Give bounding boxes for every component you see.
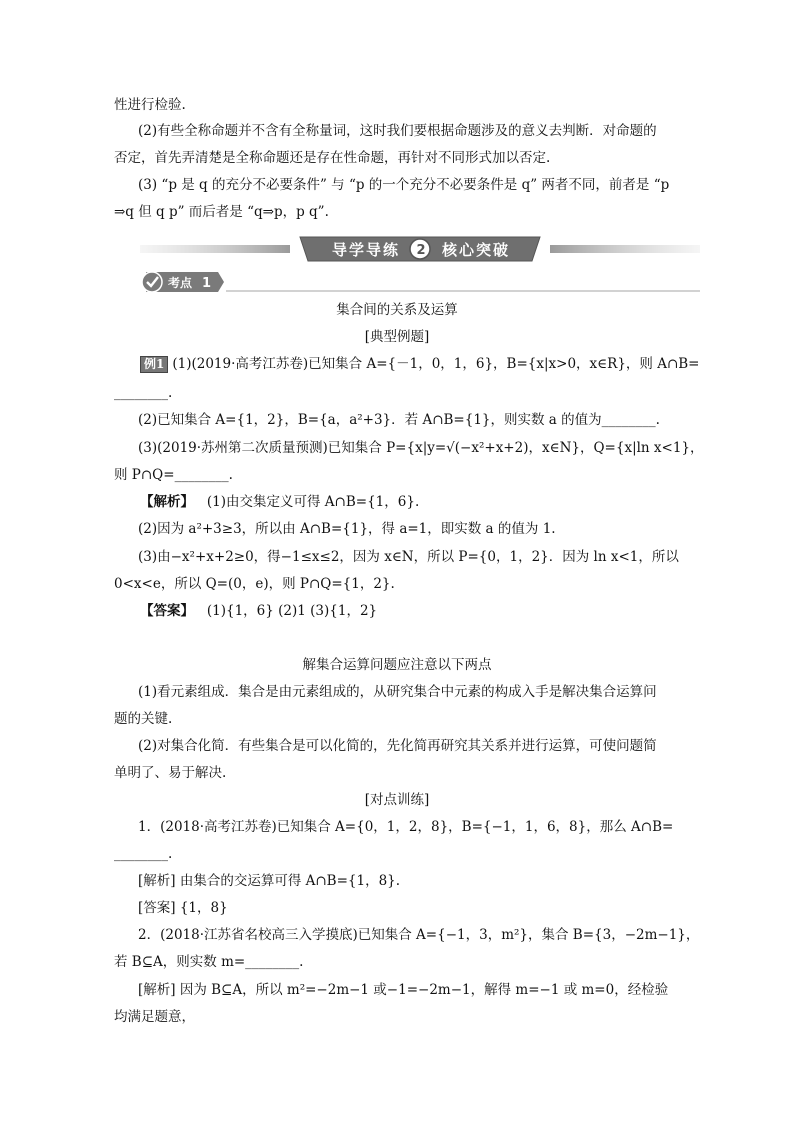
svg-text:2: 2 (416, 243, 426, 258)
jiexi-2: (2)因为 a²+3≥3，所以由 A∩B={1}，得 a=1，即实数 a 的值为 1. (138, 521, 556, 537)
banner-right-text: 核心突破 (441, 241, 511, 259)
example-q1: (1)(2019·高考江苏卷)已知集合 A={－1，0，1，6}，B={x|x>0，x∈R}，则 A∩B= (172, 356, 700, 372)
training-p2: 2．(2018·江苏省名校高三入学摸底)已知集合 A={−1，3，m²}，集合 B={3，−2m−1}， (138, 927, 700, 943)
example-q2: (2)已知集合 A={1，2}，B={a，a²+3}．若 A∩B={1}，则实数 a 的值为________. (138, 412, 660, 428)
answer-text: (1){1，6} (2)1 (3){1，2} (206, 603, 378, 619)
jiexi-3-cont: 0<x<e，所以 Q=(0，e)，则 P∩Q={1，2}. (114, 576, 395, 592)
intro-line-5: ⇒q 但 q p” 而后者是 “q⇒p，p q”. (114, 204, 329, 220)
intro-line-2: (2)有些全称命题并不含有全称量词，这时我们要根据命题涉及的意义去判断．对命题的 (138, 123, 657, 139)
training-p2-jiexi: [解析] 因为 B⊆A，所以 m²=−2m−1 或−1=−2m−1，解得 m=−1 或 m=0，经检验 (138, 982, 669, 998)
intro-line-4: (3) “p 是 q 的充分不必要条件” 与 “p 的一个充分不必要条件是 q” 两者不同，前者是 “p (138, 177, 670, 193)
tip-1: (1)看元素组成．集合是由元素组成的，从研究集合中元素的构成入手是解决集合运算问 (138, 684, 657, 700)
jiexi-3: (3)由−x²+x+2≥0，得−1≤x≤2，因为 x∈N，所以 P={0，1，2}．因为 ln x<1，所以 (138, 549, 679, 565)
training-p1-jiexi: [解析] 由集合的交运算可得 A∩B={1，8}. (138, 873, 401, 889)
jiexi-label: 【解析】 (140, 494, 194, 510)
example-q1-blank: ________. (114, 385, 173, 401)
kaodian-badge (140, 270, 700, 294)
section-title: 集合间的关系及运算 (336, 302, 458, 318)
training-p2-jiexi-cont: 均满足题意， (114, 1009, 195, 1025)
tip-1-cont: 题的关键. (114, 711, 173, 727)
answer-line (140, 602, 377, 620)
kaodian-number: 1 (202, 276, 212, 291)
section-subtitle: [典型例题] (364, 329, 430, 345)
kaodian-label: 考点 (168, 276, 193, 290)
example-badge: 例1 (140, 356, 168, 373)
tips-title: 解集合运算问题应注意以下两点 (302, 657, 492, 673)
training-p2-cont: 若 B⊆A，则实数 m=________. (114, 954, 304, 970)
example-q3: (3)(2019·苏州第二次质量预测)已知集合 P={x|y=√(−x²+x+2)，x∈N}，Q={x|ln x<1}， (138, 440, 704, 456)
banner-left-text: 导学导练 (331, 241, 401, 259)
intro-line-3: 否定，首先弄清楚是全称命题还是存在性命题，再针对不同形式加以否定. (114, 150, 551, 166)
tip-2: (2)对集合化简．有些集合是可以化简的，先化简再研究其关系并进行运算，可使问题简 (138, 738, 657, 754)
training-p1: 1．(2018·高考江苏卷)已知集合 A={0，1，2，8}，B={−1，1，6，8}，那么 A∩B= (138, 819, 674, 835)
training-title: [对点训练] (364, 792, 430, 808)
training-p1-blank: ________. (114, 846, 173, 862)
example-q3-blank: 则 P∩Q=________. (114, 467, 233, 483)
example-line-1 (140, 355, 700, 373)
banner-graphic (140, 234, 700, 264)
section-banner (140, 234, 700, 264)
training-p1-answer: [答案] {1，8} (138, 900, 228, 916)
answer-label: 【答案】 (140, 603, 194, 619)
tip-2-cont: 单明了、易于解决. (114, 765, 227, 781)
jiexi-1: (1)由交集定义可得 A∩B={1，6}. (206, 494, 420, 510)
jiexi-line-1 (140, 493, 419, 511)
intro-line-1: 性进行检验. (114, 97, 186, 113)
